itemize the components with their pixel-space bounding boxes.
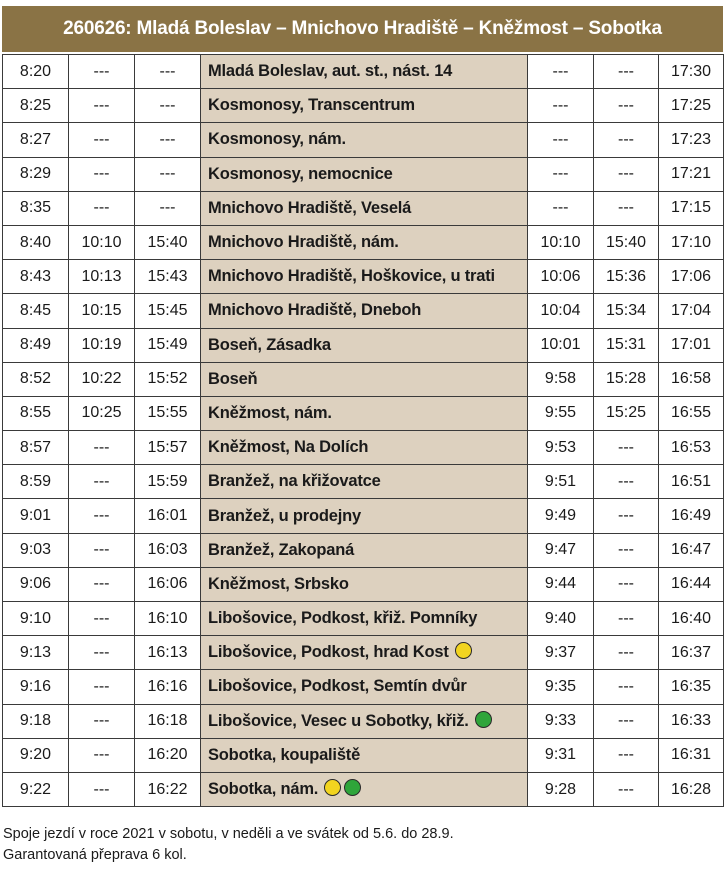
stop-label: Sobotka, koupaliště xyxy=(208,745,361,764)
stop-label: Kněžmost, nám. xyxy=(208,403,332,422)
departure-outbound-1: 9:06 xyxy=(3,567,69,601)
departure-return-2: 15:34 xyxy=(594,294,659,328)
departure-outbound-2: 10:13 xyxy=(69,260,135,294)
stop-label: Libošovice, Podkost, hrad Kost xyxy=(208,643,449,662)
departure-return-3: 16:58 xyxy=(659,362,724,396)
departure-outbound-1: 9:10 xyxy=(3,602,69,636)
table-row xyxy=(3,738,724,772)
departure-return-3: 17:01 xyxy=(659,328,724,362)
stop-label: Kosmonosy, nám. xyxy=(208,130,346,149)
table-row xyxy=(3,499,724,533)
departure-return-2: --- xyxy=(594,636,659,670)
table-row xyxy=(3,328,724,362)
departure-outbound-2: --- xyxy=(69,431,135,465)
departure-return-1: 9:31 xyxy=(528,738,594,772)
departure-outbound-1: 8:55 xyxy=(3,396,69,430)
stop-name xyxy=(201,157,528,191)
departure-return-3: 16:55 xyxy=(659,396,724,430)
departure-return-1: 10:06 xyxy=(528,260,594,294)
departure-outbound-1: 9:13 xyxy=(3,636,69,670)
departure-return-2: --- xyxy=(594,567,659,601)
table-row xyxy=(3,260,724,294)
departure-outbound-2: --- xyxy=(69,533,135,567)
stop-name xyxy=(201,602,528,636)
stop-name xyxy=(201,191,528,225)
stop-label: Kněžmost, Na Dolích xyxy=(208,438,369,457)
table-row xyxy=(3,55,724,89)
departure-outbound-1: 8:45 xyxy=(3,294,69,328)
stop-name xyxy=(201,465,528,499)
departure-outbound-2: --- xyxy=(69,704,135,738)
departure-outbound-3: 15:59 xyxy=(135,465,201,499)
stop-label: Boseň, Zásadka xyxy=(208,335,331,354)
departure-outbound-2: 10:19 xyxy=(69,328,135,362)
departure-outbound-3: 15:52 xyxy=(135,362,201,396)
departure-return-3: 16:53 xyxy=(659,431,724,465)
departure-outbound-2: --- xyxy=(69,55,135,89)
departure-outbound-1: 9:16 xyxy=(3,670,69,704)
departure-outbound-3: 16:03 xyxy=(135,533,201,567)
departure-return-3: 16:47 xyxy=(659,533,724,567)
departure-return-1: 9:37 xyxy=(528,636,594,670)
yellow-dot-icon xyxy=(324,779,341,796)
departure-outbound-3: 15:49 xyxy=(135,328,201,362)
departure-outbound-2: --- xyxy=(69,89,135,123)
departure-return-3: 17:10 xyxy=(659,225,724,259)
departure-outbound-3: 15:45 xyxy=(135,294,201,328)
stop-name xyxy=(201,738,528,772)
departure-outbound-3: 15:57 xyxy=(135,431,201,465)
departure-outbound-3: 16:06 xyxy=(135,567,201,601)
stop-label: Branžež, u prodejny xyxy=(208,506,361,525)
stop-label: Mnichovo Hradiště, Dneboh xyxy=(208,301,422,320)
departure-outbound-1: 8:27 xyxy=(3,123,69,157)
departure-return-1: --- xyxy=(528,89,594,123)
departure-return-1: 9:35 xyxy=(528,670,594,704)
timetable xyxy=(2,54,724,807)
departure-return-2: --- xyxy=(594,602,659,636)
departure-outbound-2: 10:10 xyxy=(69,225,135,259)
departure-outbound-1: 8:59 xyxy=(3,465,69,499)
table-row xyxy=(3,602,724,636)
departure-outbound-1: 9:03 xyxy=(3,533,69,567)
departure-return-2: --- xyxy=(594,191,659,225)
departure-return-1: --- xyxy=(528,191,594,225)
stop-name xyxy=(201,89,528,123)
departure-return-1: 10:04 xyxy=(528,294,594,328)
departure-return-3: 16:44 xyxy=(659,567,724,601)
stop-name xyxy=(201,533,528,567)
departure-outbound-3: 15:43 xyxy=(135,260,201,294)
stop-label: Kosmonosy, Transcentrum xyxy=(208,96,415,115)
departure-outbound-2: --- xyxy=(69,738,135,772)
departure-outbound-1: 9:18 xyxy=(3,704,69,738)
table-row xyxy=(3,89,724,123)
departure-outbound-2: --- xyxy=(69,567,135,601)
stop-label: Boseň xyxy=(208,369,258,388)
departure-outbound-3: 16:01 xyxy=(135,499,201,533)
departure-outbound-1: 8:40 xyxy=(3,225,69,259)
departure-outbound-2: --- xyxy=(69,772,135,806)
stop-name xyxy=(201,670,528,704)
green-dot-icon xyxy=(475,711,492,728)
stop-label: Mladá Boleslav, aut. st., nást. 14 xyxy=(208,62,453,81)
departure-outbound-1: 9:22 xyxy=(3,772,69,806)
departure-outbound-3: --- xyxy=(135,123,201,157)
departure-outbound-1: 9:20 xyxy=(3,738,69,772)
departure-outbound-2: 10:22 xyxy=(69,362,135,396)
departure-return-1: 9:47 xyxy=(528,533,594,567)
table-row xyxy=(3,465,724,499)
departure-return-2: 15:36 xyxy=(594,260,659,294)
departure-outbound-1: 8:52 xyxy=(3,362,69,396)
stop-name xyxy=(201,396,528,430)
departure-outbound-2: --- xyxy=(69,670,135,704)
stop-label: Branžež, na křižovatce xyxy=(208,472,381,491)
green-dot-icon xyxy=(344,779,361,796)
stop-label: Branžež, Zakopaná xyxy=(208,540,355,559)
departure-return-2: --- xyxy=(594,431,659,465)
departure-return-2: 15:25 xyxy=(594,396,659,430)
departure-return-1: 9:33 xyxy=(528,704,594,738)
stop-name xyxy=(201,431,528,465)
stop-name xyxy=(201,362,528,396)
departure-outbound-3: 16:18 xyxy=(135,704,201,738)
stop-label: Sobotka, nám. xyxy=(208,780,319,799)
departure-return-1: 9:28 xyxy=(528,772,594,806)
table-row xyxy=(3,123,724,157)
departure-outbound-2: --- xyxy=(69,157,135,191)
departure-outbound-3: 16:16 xyxy=(135,670,201,704)
departure-outbound-3: 16:20 xyxy=(135,738,201,772)
departure-return-3: 16:35 xyxy=(659,670,724,704)
table-row xyxy=(3,157,724,191)
departure-return-1: 9:58 xyxy=(528,362,594,396)
departure-outbound-2: --- xyxy=(69,123,135,157)
table-row xyxy=(3,294,724,328)
departure-return-2: --- xyxy=(594,157,659,191)
departure-return-2: --- xyxy=(594,738,659,772)
departure-outbound-3: 15:40 xyxy=(135,225,201,259)
departure-return-3: 17:06 xyxy=(659,260,724,294)
departure-outbound-2: --- xyxy=(69,191,135,225)
departure-return-1: 10:01 xyxy=(528,328,594,362)
departure-outbound-2: 10:25 xyxy=(69,396,135,430)
departure-outbound-1: 9:01 xyxy=(3,499,69,533)
departure-return-3: 16:28 xyxy=(659,772,724,806)
departure-return-3: 17:23 xyxy=(659,123,724,157)
departure-return-3: 16:51 xyxy=(659,465,724,499)
departure-outbound-2: --- xyxy=(69,499,135,533)
stop-label: Mnichovo Hradiště, Hoškovice, u trati xyxy=(208,267,495,286)
departure-return-2: --- xyxy=(594,533,659,567)
stop-name xyxy=(201,294,528,328)
departure-return-1: --- xyxy=(528,157,594,191)
departure-return-3: 17:25 xyxy=(659,89,724,123)
departure-return-3: 17:15 xyxy=(659,191,724,225)
stop-label: Libošovice, Podkost, křiž. Pomníky xyxy=(208,609,478,628)
departure-return-3: 16:37 xyxy=(659,636,724,670)
departure-return-3: 16:33 xyxy=(659,704,724,738)
departure-outbound-3: --- xyxy=(135,89,201,123)
departure-outbound-3: --- xyxy=(135,55,201,89)
stop-name xyxy=(201,328,528,362)
departure-outbound-3: 16:22 xyxy=(135,772,201,806)
footer-notes xyxy=(3,824,723,866)
departure-outbound-3: --- xyxy=(135,157,201,191)
stop-label: Mnichovo Hradiště, nám. xyxy=(208,233,399,252)
departure-outbound-2: 10:15 xyxy=(69,294,135,328)
table-row xyxy=(3,704,724,738)
table-row xyxy=(3,772,724,806)
departure-return-2: --- xyxy=(594,89,659,123)
stop-label: Libošovice, Podkost, Semtín dvůr xyxy=(208,677,467,696)
departure-return-2: --- xyxy=(594,670,659,704)
departure-outbound-2: --- xyxy=(69,602,135,636)
table-row xyxy=(3,670,724,704)
departure-outbound-2: --- xyxy=(69,465,135,499)
departure-outbound-3: 16:13 xyxy=(135,636,201,670)
stop-name xyxy=(201,704,528,738)
departure-return-1: --- xyxy=(528,123,594,157)
stop-name xyxy=(201,772,528,806)
stop-name xyxy=(201,260,528,294)
departure-outbound-1: 8:57 xyxy=(3,431,69,465)
departure-return-2: --- xyxy=(594,465,659,499)
stop-name xyxy=(201,567,528,601)
table-row xyxy=(3,225,724,259)
departure-return-3: 16:31 xyxy=(659,738,724,772)
departure-return-2: --- xyxy=(594,772,659,806)
departure-return-2: --- xyxy=(594,123,659,157)
departure-return-3: 17:21 xyxy=(659,157,724,191)
stop-name xyxy=(201,499,528,533)
stop-name xyxy=(201,123,528,157)
table-row xyxy=(3,191,724,225)
departure-return-1: 9:49 xyxy=(528,499,594,533)
table-row xyxy=(3,533,724,567)
departure-return-3: 16:49 xyxy=(659,499,724,533)
departure-outbound-1: 8:49 xyxy=(3,328,69,362)
departure-return-1: --- xyxy=(528,55,594,89)
departure-return-1: 9:51 xyxy=(528,465,594,499)
departure-outbound-1: 8:20 xyxy=(3,55,69,89)
departure-return-3: 16:40 xyxy=(659,602,724,636)
departure-return-2: --- xyxy=(594,499,659,533)
table-row xyxy=(3,431,724,465)
departure-return-3: 17:04 xyxy=(659,294,724,328)
stop-name xyxy=(201,636,528,670)
stop-label: Libošovice, Vesec u Sobotky, křiž. xyxy=(208,711,469,730)
departure-outbound-3: 16:10 xyxy=(135,602,201,636)
table-row xyxy=(3,396,724,430)
departure-return-2: 15:40 xyxy=(594,225,659,259)
stop-label: Kosmonosy, nemocnice xyxy=(208,164,393,183)
departure-outbound-1: 8:29 xyxy=(3,157,69,191)
departure-return-1: 9:53 xyxy=(528,431,594,465)
departure-outbound-1: 8:43 xyxy=(3,260,69,294)
footer-note-bikes: Garantovaná přeprava 6 kol. xyxy=(3,847,187,863)
departure-outbound-1: 8:25 xyxy=(3,89,69,123)
table-row xyxy=(3,362,724,396)
departure-return-1: 9:40 xyxy=(528,602,594,636)
timetable-title: 260626: Mladá Boleslav – Mnichovo Hradiště – Kněžmost – Sobotka xyxy=(2,6,723,52)
table-row xyxy=(3,567,724,601)
departure-return-2: --- xyxy=(594,55,659,89)
footer-note-validity: Spoje jezdí v roce 2021 v sobotu, v neděli a ve svátek od 5.6. do 28.9. xyxy=(3,826,454,842)
departure-return-1: 9:55 xyxy=(528,396,594,430)
departure-outbound-3: --- xyxy=(135,191,201,225)
stop-name xyxy=(201,55,528,89)
table-row xyxy=(3,636,724,670)
departure-outbound-1: 8:35 xyxy=(3,191,69,225)
departure-outbound-3: 15:55 xyxy=(135,396,201,430)
stop-name xyxy=(201,225,528,259)
timetable-body xyxy=(3,55,724,807)
departure-return-2: --- xyxy=(594,704,659,738)
departure-return-1: 9:44 xyxy=(528,567,594,601)
departure-return-1: 10:10 xyxy=(528,225,594,259)
departure-return-2: 15:28 xyxy=(594,362,659,396)
yellow-dot-icon xyxy=(455,642,472,659)
stop-label: Kněžmost, Srbsko xyxy=(208,574,349,593)
departure-outbound-2: --- xyxy=(69,636,135,670)
stop-label: Mnichovo Hradiště, Veselá xyxy=(208,198,412,217)
departure-return-3: 17:30 xyxy=(659,55,724,89)
departure-return-2: 15:31 xyxy=(594,328,659,362)
